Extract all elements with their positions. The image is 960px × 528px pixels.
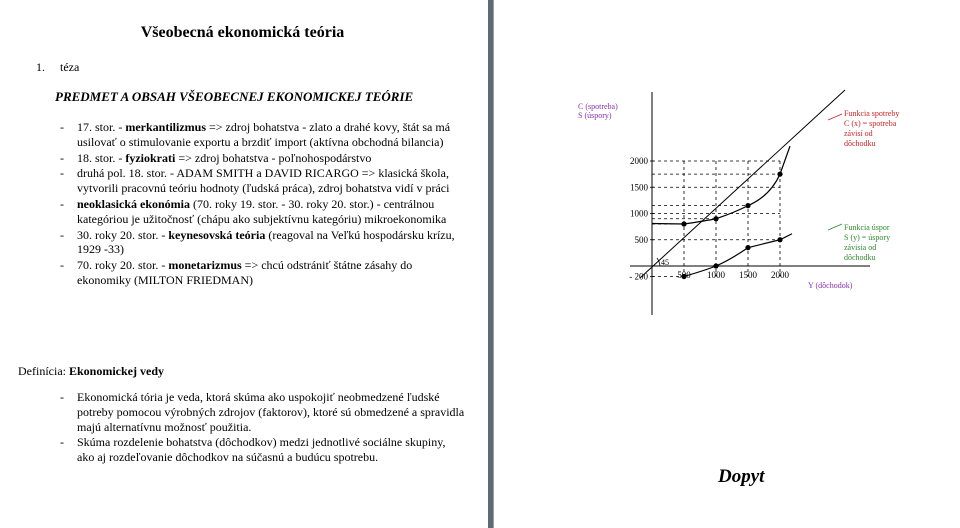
bullet-dash: -: [60, 196, 64, 211]
document-title: Všeobecná ekonomická teória: [140, 24, 345, 41]
x-tick-label: 500: [677, 270, 691, 280]
consumption-point: [681, 221, 686, 226]
savings-point: [745, 245, 750, 250]
bullet-dash: -: [60, 120, 64, 134]
savings-label-3: závisia od: [844, 243, 877, 252]
consumption-curve: [652, 146, 790, 224]
y-axis-label-s: S (úspory): [578, 111, 612, 120]
list-item: - druhá pol. 18. stor. - ADAM SMITH a DAVID RICARGO => klasická škola, vytvorili pracovnú teóriu hodnoty (ľudská práca), zdroj bohatstva vidí v práci: [60, 166, 450, 196]
section-heading: PREDMET A OBSAH VŠEOBECNEJ EKONOMICKEJ TEÓRIE: [55, 89, 414, 104]
list-item: - 18. stor. - fyziokrati => zdroj bohatstva - poľnohospodárstvo: [60, 150, 372, 165]
bullet-dash: -: [60, 166, 64, 181]
consumption-label-1: Funkcia spotreby: [844, 109, 900, 118]
data-points: [681, 172, 782, 280]
x-axis-label: Y (dôchodok): [808, 281, 853, 290]
list-item: - 17. stor. - merkantilizmus => zdroj bohatstva - zlato a drahé kovy, štát sa má usilovať o stimulovanie exportu a brzdiť import (aktívna obchodná bilancia): [60, 120, 451, 149]
consumption-label-4: dôchodku: [844, 139, 876, 148]
x-tick-label: 1000: [707, 270, 725, 280]
y-tick-label: 500: [634, 234, 648, 245]
item-number: 1.: [36, 60, 45, 74]
savings-pointer: [828, 224, 842, 230]
bullet-dash: -: [60, 227, 64, 242]
y-tick-label: 1500: [630, 182, 648, 193]
bullet-dash: -: [60, 390, 64, 404]
list-item: - neoklasická ekonómia (70. roky 19. stor. - 30. roky 20. stor.) - centrálnou kategóriou je užitočnosť (chápu ako subjektívnu kategóriu) mikroekonomika: [60, 196, 447, 226]
bullet-dash: -: [60, 435, 64, 450]
savings-label-4: dôchodku: [844, 253, 876, 262]
definition-list: [60, 390, 465, 466]
angle-label: 45: [661, 258, 669, 267]
savings-label-2: S (y) = úspory: [844, 233, 891, 242]
y-tick-label: 2000: [630, 156, 648, 166]
item-label: téza: [60, 60, 80, 74]
bullet-dash: -: [60, 150, 64, 165]
history-list: [60, 120, 465, 289]
bullet-dash: -: [60, 258, 64, 273]
list-item: - Ekonomická tória je veda, ktorá skúma ako uspokojiť neobmedzené ľudské potreby pomocou výrobných zdrojov (faktorov), ktoré sú obmedzené a spravidla majú alternatívnu možnosť použitia.: [60, 390, 465, 434]
consumption-savings-graph: [560, 80, 900, 320]
consumption-point: [713, 216, 718, 221]
curves: [652, 146, 792, 276]
x-tick-label: 2000: [771, 270, 789, 280]
list-item: - 30. roky 20. stor. - keynesovská teória (reagoval na Veľkú hospodársku krízu, 1929 -33): [60, 227, 455, 257]
y-tick-label: - 200: [629, 271, 648, 282]
y-tick-label: 1000: [630, 208, 648, 219]
consumption-point: [777, 172, 782, 177]
45-degree-line: [640, 90, 845, 278]
consumption-label-3: závisí od: [844, 129, 873, 138]
savings-point: [777, 237, 782, 242]
figure-caption: Dopyt: [718, 466, 765, 487]
numbered-item: [36, 60, 79, 75]
savings-point: [713, 263, 718, 268]
definition-heading: Definícia: Ekonomickej vedy: [18, 364, 164, 378]
list-item: - 70. roky 20. stor. - monetarizmus => chcú odstrániť štátne zásahy do ekonomiky (MILTON FRIEDMAN): [60, 258, 413, 287]
list-item: - Skúma rozdelenie bohatstva (dôchodkov) medzi jednotlivé sociálne skupiny, ako aj rozdeľovanie dôchodkov na súčasnú a budúcu spotrebu.: [60, 435, 446, 465]
y-axis-label-c: C (spotreba): [578, 102, 618, 111]
savings-label-1: Funkcia úspor: [844, 223, 890, 232]
consumption-point: [745, 203, 750, 208]
consumption-pointer: [828, 114, 842, 120]
consumption-label-2: C (x) = spotreba: [844, 119, 897, 128]
x-tick-label: 1500: [739, 270, 757, 280]
